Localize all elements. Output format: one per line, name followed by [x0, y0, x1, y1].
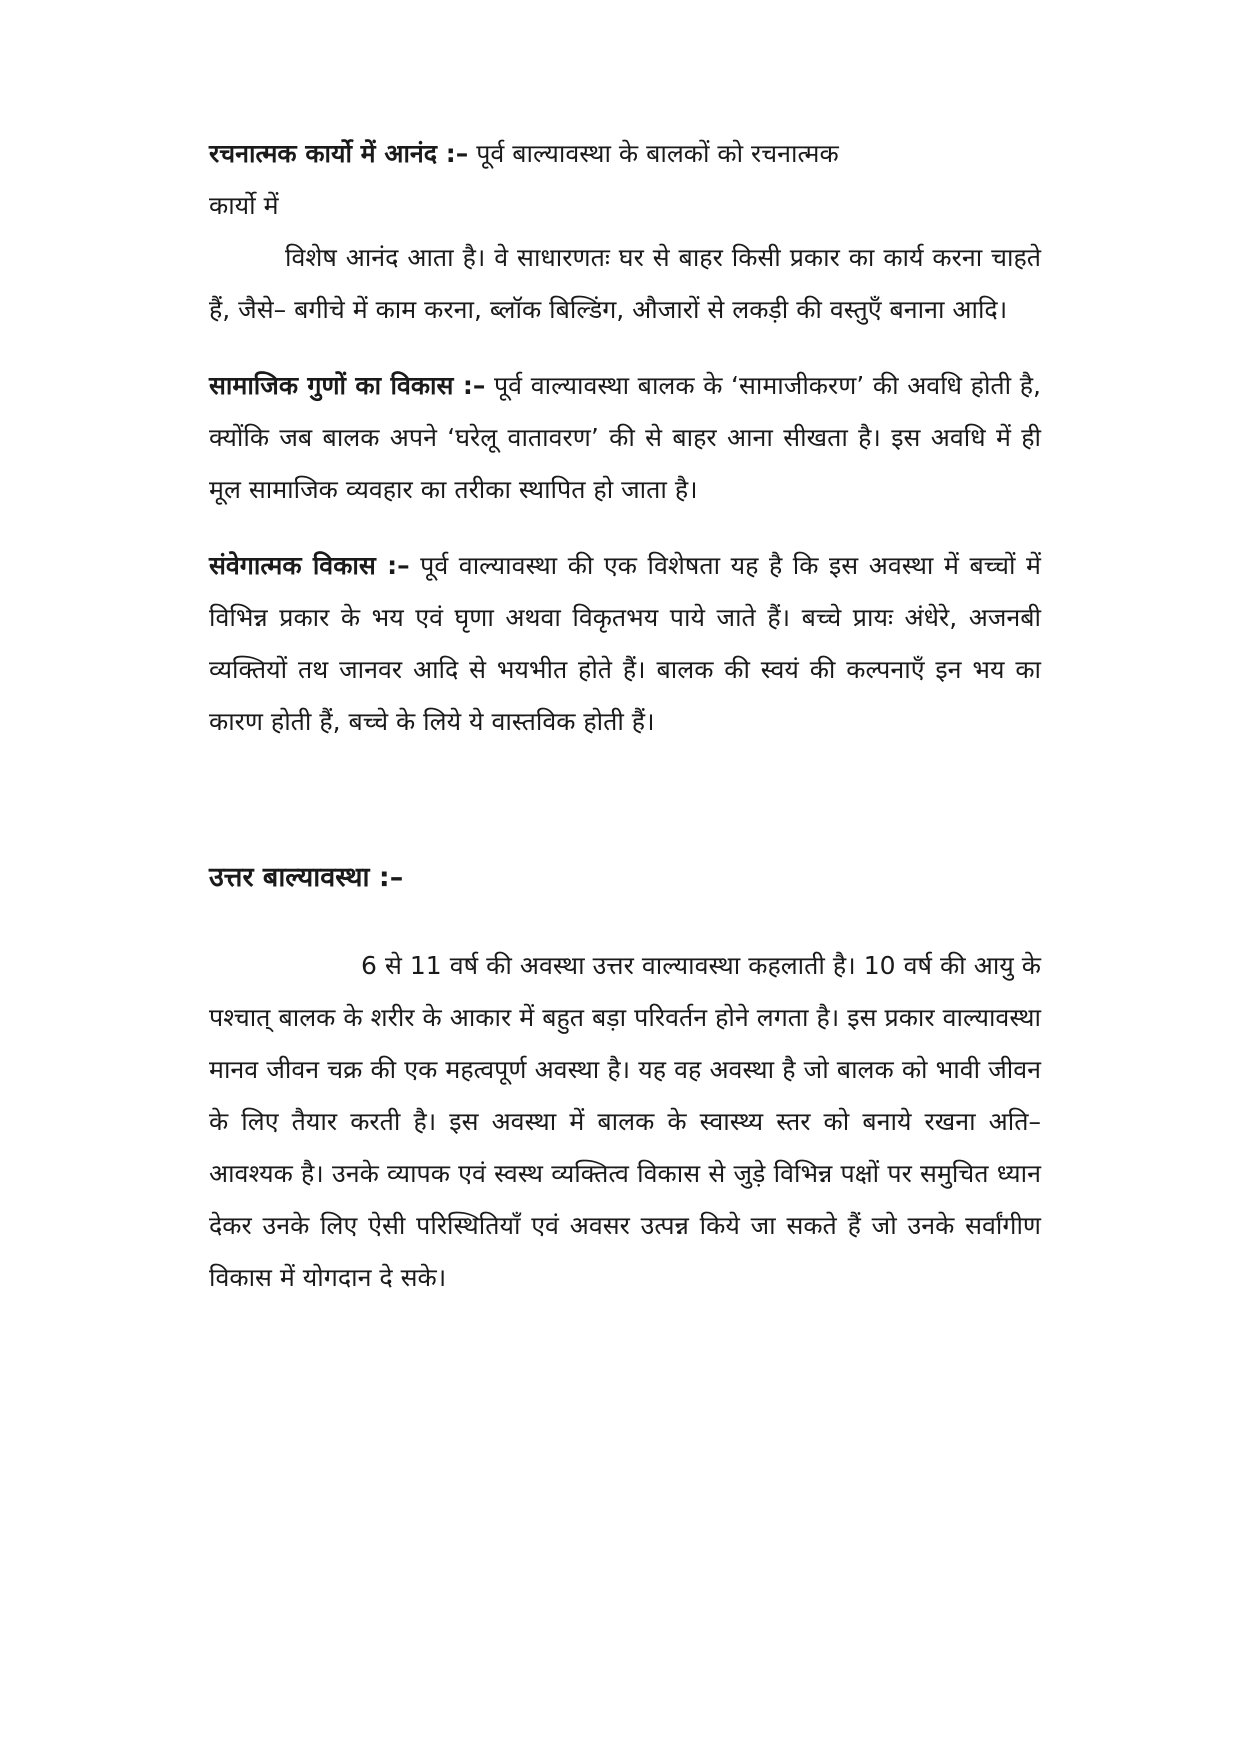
paragraph-emotional-development	[209, 540, 1041, 748]
document-content	[209, 128, 1041, 1304]
paragraph-later-childhood-body: 6 से 11 वर्ष की अवस्था उत्तर वाल्यावस्था कहलाती है। 10 वर्ष की आयु के पश्चात् बालक के शरीर के आकार में बहुत बड़ा परिवर्तन होने लगता है। इस प्रकार वाल्यावस्था मानव जीवन चक्र की एक महत्वपूर्ण अवस्था है। यह वह अवस्था है जो बालक को भावी जीवन के लिए तैयार करती है। इस अवस्था में बालक के स्वास्थ्य स्तर को बनाये रखना अति–आवश्यक है। उनके व्यापक एवं स्वस्थ व्यक्तित्व विकास से जुड़े विभिन्न पक्षों पर समुचित ध्यान देकर उनके लिए ऐसी परिस्थितियाँ एवं अवसर उत्पन्न किये जा सकते हैं जो उनके सर्वांगीण विकास में योगदान दे सके।	[209, 951, 1041, 1292]
paragraph-creative-joy	[209, 128, 1041, 232]
paragraph-social-qualities-body: पूर्व वाल्यावस्था बालक के ‘सामाजीकरण’ की अवधि होती है, क्योंकि जब बालक अपने ‘घरेलू वातावरण’ की से बाहर आना सीखता है। इस अवधि में ही मूल सामाजिक व्यवहार का तरीका स्थापित हो जाता है।	[209, 371, 1041, 504]
paragraph-social-qualities	[209, 360, 1041, 516]
section-title-later-childhood: उत्तर बाल्यावस्था :–	[209, 862, 404, 893]
heading-creative-joy: रचनात्मक कार्यो में आनंद :–	[209, 139, 469, 168]
paragraph-creative-joy-line1: पूर्व बाल्यावस्था के बालकों को रचनात्मक	[476, 139, 839, 168]
section-spacer	[209, 748, 1041, 852]
section-title-spacer	[209, 904, 1041, 940]
paragraph-creative-joy-continuation	[209, 232, 1041, 336]
heading-emotional-development: संवेगात्मक विकास :–	[209, 551, 410, 580]
paragraph-later-childhood	[209, 940, 1041, 1304]
paragraph-creative-joy-line2: कार्यो में	[209, 191, 279, 220]
paragraph-emotional-development-body: पूर्व वाल्यावस्था की एक विशेषता यह है कि इस अवस्था में बच्चों में विभिन्न प्रकार के भय एवं घृणा अथवा विकृतभय पाये जाते हैं। बच्चे प्रायः अंधेरे, अजनबी व्यक्तियों तथ जानवर आदि से भयभीत होते हैं। बालक की स्वयं की कल्पनाएँ इन भय का कारण होती हैं, बच्चे के लिये ये वास्तविक होती हैं।	[209, 551, 1041, 736]
paragraph-creative-joy-body: विशेष आनंद आता है। वे साधारणतः घर से बाहर किसी प्रकार का कार्य करना चाहते हैं, जैसे– बगीचे में काम करना, ब्लॉक बिल्डिंग, औजारों से लकड़ी की वस्तुएँ बनाना आदि।	[209, 243, 1041, 324]
heading-social-qualities: सामाजिक गुणों का विकास :–	[209, 371, 486, 400]
